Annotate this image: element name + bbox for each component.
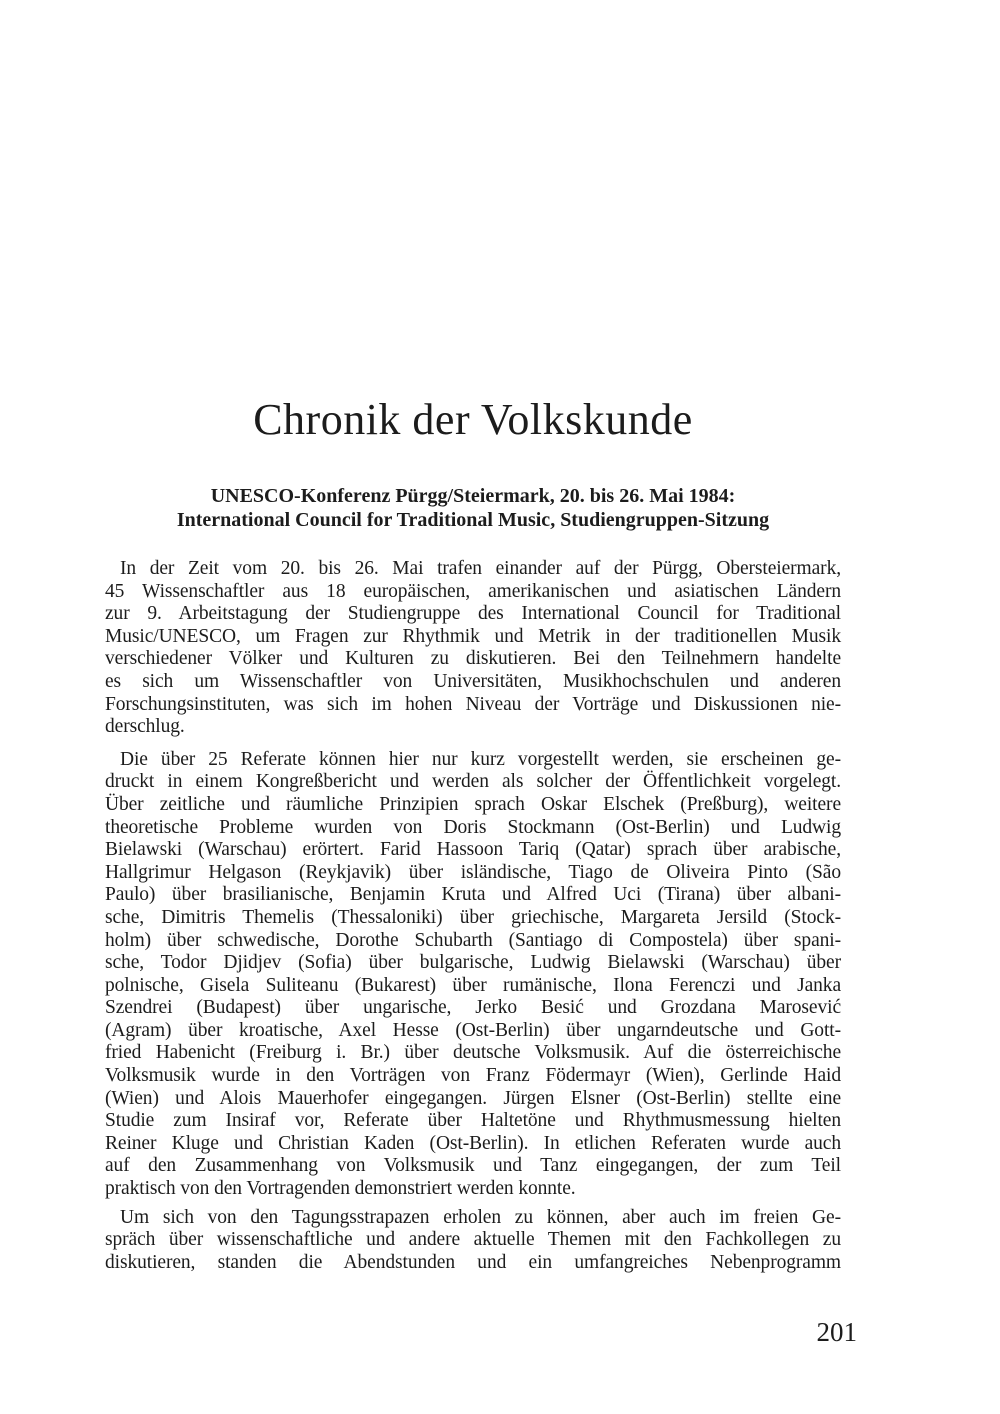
document-page [105,0,857,1348]
text-line: In der Zeit vom 20. bis 26. Mai trafen einander auf der Pürgg, Obersteiermark, [120,558,841,579]
text-line: auf den Zusammenhang von Volksmusik und Tanz eingegangen, der zum Teil [105,1155,841,1177]
text-line: Volksmusik wurde in den Vorträgen von Franz Födermayr (Wien), Gerlinde Haid [105,1065,841,1087]
text-line: spräch über wissenschaftliche und andere aktuelle Themen mit den Fachkollegen zu [105,1229,841,1251]
text-line: sche, Todor Djidjev (Sofia) über bulgarische, Ludwig Bielawski (Warschau) über [105,952,841,974]
text-line: zur 9. Arbeitstagung der Studiengruppe des International Council for Traditional [105,603,841,625]
text-line: Bielawski (Warschau) erörtert. Farid Hassoon Tariq (Qatar) sprach über arabische, [105,839,841,861]
paragraph [105,749,841,1201]
article-heading-line2: International Council for Traditional Music, Studiengruppen-Sitzung [176,509,770,531]
text-line: Reiner Kluge und Christian Kaden (Ost-Berlin). In etlichen Referaten wurde auch [105,1132,841,1154]
text-line: derschlug. [105,716,185,738]
text-line: sche, Dimitris Themelis (Thessaloniki) über griechische, Margareta Jersild (Stock- [105,906,841,928]
text-line: holm) über schwedische, Dorothe Schubarth (Santiago di Compostela) über spani- [105,929,841,951]
text-line: theoretische Probleme wurden von Doris Stockmann (Ost-Berlin) und Ludwig [105,816,841,838]
text-line: diskutieren, standen die Abendstunden und ein umfangreiches Nebenprogramm [105,1251,841,1273]
text-line: es sich um Wissenschaftler von Universitäten, Musikhochschulen und anderen [105,670,841,692]
page-number: 201 [816,1317,857,1348]
text-line: 45 Wissenschaftler aus 18 europäischen, amerikanischen und asiatischen Ländern [105,580,841,602]
text-line: Hallgrimur Helgason (Reykjavik) über isländische, Tiago de Oliveira Pinto (São [105,861,841,883]
article-body [105,558,841,1274]
text-line: praktisch von den Vortragenden demonstriert werden konnte. [105,1178,576,1200]
text-line: verschiedener Völker und Kulturen zu diskutieren. Bei den Teilnehmern handelte [105,648,841,670]
article-heading-line1: UNESCO-Konferenz Pürgg/Steiermark, 20. bis 26. Mai 1984: [210,485,736,507]
text-line: Studie zum Insiraf vor, Referate über Haltetöne und Rhythmusmessung hielten [105,1110,841,1132]
paragraph [105,1207,841,1275]
paragraph [105,558,841,739]
text-line: Szendrei (Budapest) über ungarische, Jerko Besić und Grozdana Marosević [105,997,841,1019]
text-line: (Agram) über kroatische, Axel Hesse (Ost-Berlin) über ungarndeutsche und Gott- [105,1019,841,1041]
text-line: fried Habenicht (Freiburg i. Br.) über deutsche Volksmusik. Auf die österreichische [105,1042,841,1064]
text-line: polnische, Gisela Suliteanu (Bukarest) über rumänische, Ilona Ferenczi und Janka [105,974,841,996]
text-line: Paulo) über brasilianische, Benjamin Kruta und Alfred Uci (Tirana) über albani- [105,884,841,906]
text-line: Um sich von den Tagungsstrapazen erholen zu können, aber auch im freien Ge- [120,1206,841,1228]
text-line: (Wien) und Alois Mauerhofer eingegangen. Jürgen Elsner (Ost-Berlin) stellte eine [105,1087,841,1109]
text-line: Forschungsinstituten, was sich im hohen Niveau der Vorträge und Diskussionen nie- [105,693,841,715]
text-line: druckt in einem Kongreßbericht und werden als solcher der Öffentlichkeit vorgelegt. [105,771,841,793]
article-heading [105,484,841,532]
text-line: Über zeitliche und räumliche Prinzipien sprach Oskar Elschek (Preßburg), weitere [105,793,841,815]
text-line: Die über 25 Referate können hier nur kurz vorgestellt werden, sie erscheinen ge- [120,748,841,770]
page-title: Chronik der Volkskunde [253,395,693,444]
text-line: Music/UNESCO, um Fragen zur Rhythmik und Metrik in der traditionellen Musik [105,625,841,647]
